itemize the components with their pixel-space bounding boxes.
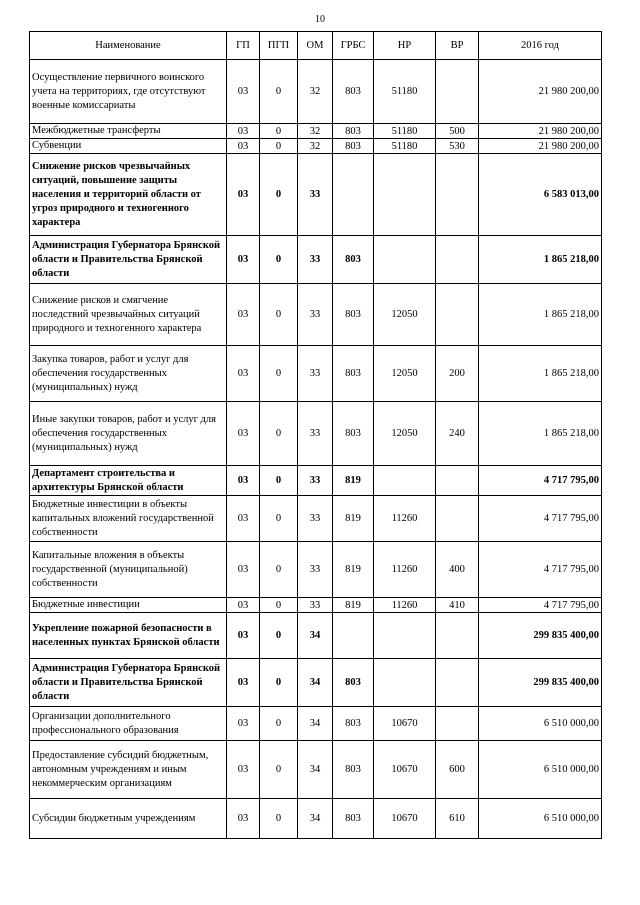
cell-grbs: 803	[333, 659, 374, 707]
cell-nr: 10670	[374, 799, 436, 839]
cell-pgp: 0	[260, 613, 298, 659]
cell-om: 33	[298, 496, 333, 542]
cell-amount: 4 717 795,00	[479, 598, 602, 613]
cell-gp: 03	[227, 402, 260, 466]
cell-name: Администрация Губернатора Брянской области и Правительства Брянской области	[30, 659, 227, 707]
column-header-name: Наименование	[30, 32, 227, 60]
column-header-vr: ВР	[436, 32, 479, 60]
cell-grbs: 819	[333, 598, 374, 613]
cell-gp: 03	[227, 466, 260, 496]
cell-nr: 51180	[374, 139, 436, 154]
cell-vr: 410	[436, 598, 479, 613]
cell-pgp: 0	[260, 60, 298, 124]
cell-vr	[436, 236, 479, 284]
cell-om: 33	[298, 236, 333, 284]
cell-vr: 600	[436, 741, 479, 799]
column-header-nr: НР	[374, 32, 436, 60]
cell-pgp: 0	[260, 154, 298, 236]
cell-pgp: 0	[260, 542, 298, 598]
cell-gp: 03	[227, 60, 260, 124]
table-body	[30, 60, 602, 839]
cell-om: 33	[298, 402, 333, 466]
cell-name: Осуществление первичного воинского учета на территориях, где отсутствуют военные комиссариаты	[30, 60, 227, 124]
cell-grbs: 819	[333, 466, 374, 496]
cell-gp: 03	[227, 496, 260, 542]
table-row	[30, 466, 602, 496]
cell-name: Снижение рисков и смягчение последствий чрезвычайных ситуаций природного и техногенного характера	[30, 284, 227, 346]
cell-amount: 21 980 200,00	[479, 124, 602, 139]
cell-nr	[374, 613, 436, 659]
cell-amount: 21 980 200,00	[479, 139, 602, 154]
cell-vr: 240	[436, 402, 479, 466]
cell-name: Снижение рисков чрезвычайных ситуаций, повышение защиты населения и территорий области от угроз природного и техногенного характера	[30, 154, 227, 236]
cell-vr: 530	[436, 139, 479, 154]
cell-grbs: 819	[333, 542, 374, 598]
cell-nr: 51180	[374, 124, 436, 139]
cell-pgp: 0	[260, 659, 298, 707]
cell-pgp: 0	[260, 741, 298, 799]
cell-om: 32	[298, 124, 333, 139]
cell-gp: 03	[227, 284, 260, 346]
table-row	[30, 741, 602, 799]
cell-nr: 12050	[374, 346, 436, 402]
cell-gp: 03	[227, 707, 260, 741]
cell-grbs: 803	[333, 236, 374, 284]
cell-nr	[374, 466, 436, 496]
cell-grbs: 803	[333, 799, 374, 839]
cell-pgp: 0	[260, 236, 298, 284]
cell-om: 33	[298, 466, 333, 496]
table-row	[30, 707, 602, 741]
cell-pgp: 0	[260, 707, 298, 741]
cell-name: Межбюджетные трансферты	[30, 124, 227, 139]
cell-nr: 11260	[374, 496, 436, 542]
cell-vr	[436, 60, 479, 124]
column-header-om: ОМ	[298, 32, 333, 60]
cell-om: 34	[298, 799, 333, 839]
table-row	[30, 659, 602, 707]
cell-om: 33	[298, 542, 333, 598]
cell-gp: 03	[227, 236, 260, 284]
cell-vr	[436, 466, 479, 496]
cell-amount: 21 980 200,00	[479, 60, 602, 124]
cell-om: 33	[298, 154, 333, 236]
cell-grbs: 803	[333, 402, 374, 466]
cell-nr	[374, 659, 436, 707]
cell-amount: 6 583 013,00	[479, 154, 602, 236]
cell-vr	[436, 154, 479, 236]
cell-gp: 03	[227, 154, 260, 236]
cell-grbs: 803	[333, 346, 374, 402]
table-row	[30, 346, 602, 402]
table-row	[30, 598, 602, 613]
cell-om: 32	[298, 139, 333, 154]
cell-pgp: 0	[260, 598, 298, 613]
table-row	[30, 613, 602, 659]
table-row	[30, 799, 602, 839]
cell-vr: 400	[436, 542, 479, 598]
cell-amount: 4 717 795,00	[479, 466, 602, 496]
cell-gp: 03	[227, 598, 260, 613]
cell-om: 32	[298, 60, 333, 124]
cell-amount: 299 835 400,00	[479, 613, 602, 659]
cell-amount: 1 865 218,00	[479, 346, 602, 402]
cell-om: 34	[298, 659, 333, 707]
table-header-row	[30, 32, 602, 60]
cell-pgp: 0	[260, 402, 298, 466]
cell-amount: 6 510 000,00	[479, 707, 602, 741]
cell-gp: 03	[227, 139, 260, 154]
cell-amount: 1 865 218,00	[479, 284, 602, 346]
cell-pgp: 0	[260, 139, 298, 154]
column-header-grbs: ГРБС	[333, 32, 374, 60]
table-row	[30, 496, 602, 542]
cell-gp: 03	[227, 613, 260, 659]
cell-nr	[374, 236, 436, 284]
cell-name: Организации дополнительного профессионального образования	[30, 707, 227, 741]
cell-vr	[436, 284, 479, 346]
cell-nr: 51180	[374, 60, 436, 124]
table-row	[30, 284, 602, 346]
cell-grbs: 803	[333, 60, 374, 124]
cell-name: Укрепление пожарной безопасности в населенных пунктах Брянской области	[30, 613, 227, 659]
cell-om: 33	[298, 598, 333, 613]
cell-nr: 11260	[374, 542, 436, 598]
cell-name: Администрация Губернатора Брянской области и Правительства Брянской области	[30, 236, 227, 284]
cell-name: Бюджетные инвестиции	[30, 598, 227, 613]
cell-nr: 11260	[374, 598, 436, 613]
cell-name: Капитальные вложения в объекты государственной (муниципальной) собственности	[30, 542, 227, 598]
table-row	[30, 139, 602, 154]
cell-pgp: 0	[260, 124, 298, 139]
cell-pgp: 0	[260, 346, 298, 402]
column-header-year: 2016 год	[479, 32, 602, 60]
cell-name: Предоставление субсидий бюджетным, автономным учреждениям и иным некоммерческим организациям	[30, 741, 227, 799]
cell-nr: 12050	[374, 284, 436, 346]
cell-om: 34	[298, 741, 333, 799]
cell-amount: 1 865 218,00	[479, 236, 602, 284]
cell-grbs: 819	[333, 496, 374, 542]
column-header-pgp: ПГП	[260, 32, 298, 60]
cell-pgp: 0	[260, 799, 298, 839]
cell-grbs: 803	[333, 707, 374, 741]
table-row	[30, 154, 602, 236]
cell-name: Бюджетные инвестиции в объекты капитальных вложений государственной собственности	[30, 496, 227, 542]
cell-amount: 4 717 795,00	[479, 496, 602, 542]
cell-gp: 03	[227, 799, 260, 839]
table-row	[30, 402, 602, 466]
cell-vr	[436, 659, 479, 707]
cell-om: 34	[298, 613, 333, 659]
cell-gp: 03	[227, 741, 260, 799]
cell-grbs: 803	[333, 741, 374, 799]
cell-gp: 03	[227, 659, 260, 707]
cell-gp: 03	[227, 542, 260, 598]
cell-vr	[436, 496, 479, 542]
budget-table	[29, 31, 602, 839]
cell-name: Закупка товаров, работ и услуг для обеспечения государственных (муниципальных) нужд	[30, 346, 227, 402]
cell-vr	[436, 613, 479, 659]
cell-vr	[436, 707, 479, 741]
cell-grbs	[333, 154, 374, 236]
cell-amount: 299 835 400,00	[479, 659, 602, 707]
cell-pgp: 0	[260, 284, 298, 346]
cell-vr: 500	[436, 124, 479, 139]
cell-amount: 4 717 795,00	[479, 542, 602, 598]
table-row	[30, 236, 602, 284]
table-row	[30, 542, 602, 598]
cell-nr	[374, 154, 436, 236]
cell-pgp: 0	[260, 466, 298, 496]
cell-gp: 03	[227, 346, 260, 402]
cell-name: Субсидии бюджетным учреждениям	[30, 799, 227, 839]
cell-om: 34	[298, 707, 333, 741]
cell-amount: 6 510 000,00	[479, 741, 602, 799]
cell-pgp: 0	[260, 496, 298, 542]
cell-name: Субвенции	[30, 139, 227, 154]
cell-grbs: 803	[333, 284, 374, 346]
cell-nr: 10670	[374, 741, 436, 799]
cell-grbs: 803	[333, 139, 374, 154]
cell-nr: 12050	[374, 402, 436, 466]
cell-grbs	[333, 613, 374, 659]
page-number: 10	[315, 14, 325, 25]
column-header-gp: ГП	[227, 32, 260, 60]
cell-name: Департамент строительства и архитектуры Брянской области	[30, 466, 227, 496]
cell-vr: 610	[436, 799, 479, 839]
cell-amount: 6 510 000,00	[479, 799, 602, 839]
cell-vr: 200	[436, 346, 479, 402]
table-row	[30, 124, 602, 139]
cell-om: 33	[298, 284, 333, 346]
cell-grbs: 803	[333, 124, 374, 139]
cell-om: 33	[298, 346, 333, 402]
table-row	[30, 60, 602, 124]
cell-name: Иные закупки товаров, работ и услуг для обеспечения государственных (муниципальных) нужд	[30, 402, 227, 466]
cell-amount: 1 865 218,00	[479, 402, 602, 466]
cell-gp: 03	[227, 124, 260, 139]
cell-nr: 10670	[374, 707, 436, 741]
